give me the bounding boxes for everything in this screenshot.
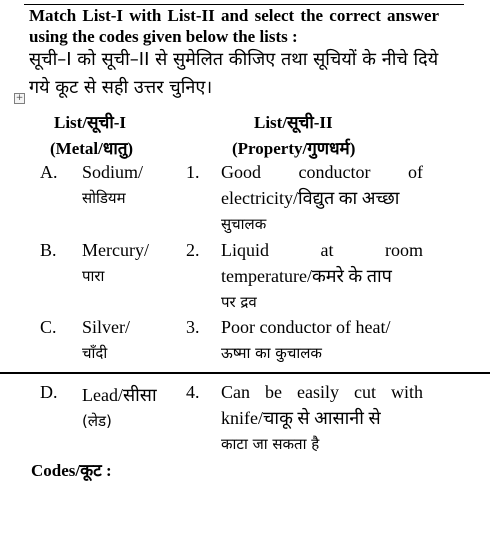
row-d-metal-hi: (लेड) <box>82 412 112 430</box>
row-1-property-line1: Good conductor of <box>221 162 423 182</box>
row-b-metal-en: Mercury/ <box>82 240 149 260</box>
row-c-label: C. <box>40 317 57 337</box>
list1-subtitle: (Metal/धातु) <box>50 139 134 158</box>
row-1-property-line3: सुचालक <box>221 215 267 233</box>
row-1-number: 1. <box>186 162 200 182</box>
row-2-number: 2. <box>186 240 200 260</box>
row-1-property-line2: electricity/विद्युत का अच्छा <box>221 188 400 208</box>
row-4-property-line2: knife/चाकू से आसानी से <box>221 408 381 428</box>
row-4-property-line1: Can be easily cut with <box>221 382 423 402</box>
row-b-label: B. <box>40 240 57 260</box>
codes-label: Codes/कूट : <box>31 461 112 480</box>
row-a-metal-hi: सोडियम <box>82 189 126 207</box>
row-c-metal-hi: चाँदी <box>82 344 108 362</box>
row-4-property-line3: काटा जा सकता है <box>221 435 320 453</box>
row-4-number: 4. <box>186 382 200 402</box>
question-text-english: Match List-I with List-II and select the correct answer using the codes given below the lists : <box>29 6 439 46</box>
row-a-metal-en: Sodium/ <box>82 162 144 182</box>
row-2-property-line3: पर द्रव <box>221 293 257 311</box>
list1-title: List/सूची-I <box>54 113 127 132</box>
row-b-metal-hi: पारा <box>82 267 105 285</box>
row-a-label: A. <box>40 162 58 182</box>
list2-title: List/सूची-II <box>254 113 333 132</box>
row-2-property-line1: Liquid at room <box>221 240 423 260</box>
move-cross-icon[interactable]: + <box>15 93 24 103</box>
row-d-label: D. <box>40 382 58 402</box>
row-3-property-line1: Poor conductor of heat/ <box>221 317 391 337</box>
page-divider <box>0 372 490 374</box>
row-3-number: 3. <box>186 317 200 337</box>
row-c-metal-en: Silver/ <box>82 317 130 337</box>
question-text-hindi: सूची–I को सूची–II से सुमेलित कीजिए तथा सूचियों के नीचे दिये गये कूट से सही उत्तर चुनिए। <box>29 49 439 98</box>
list2-subtitle: (Property/गुणधर्म) <box>232 139 356 158</box>
row-3-property-line2: ऊष्मा का कुचालक <box>221 344 322 362</box>
row-2-property-line2: temperature/कमरे के ताप <box>221 266 392 286</box>
row-d-metal-en: Lead/सीसा <box>82 385 157 405</box>
